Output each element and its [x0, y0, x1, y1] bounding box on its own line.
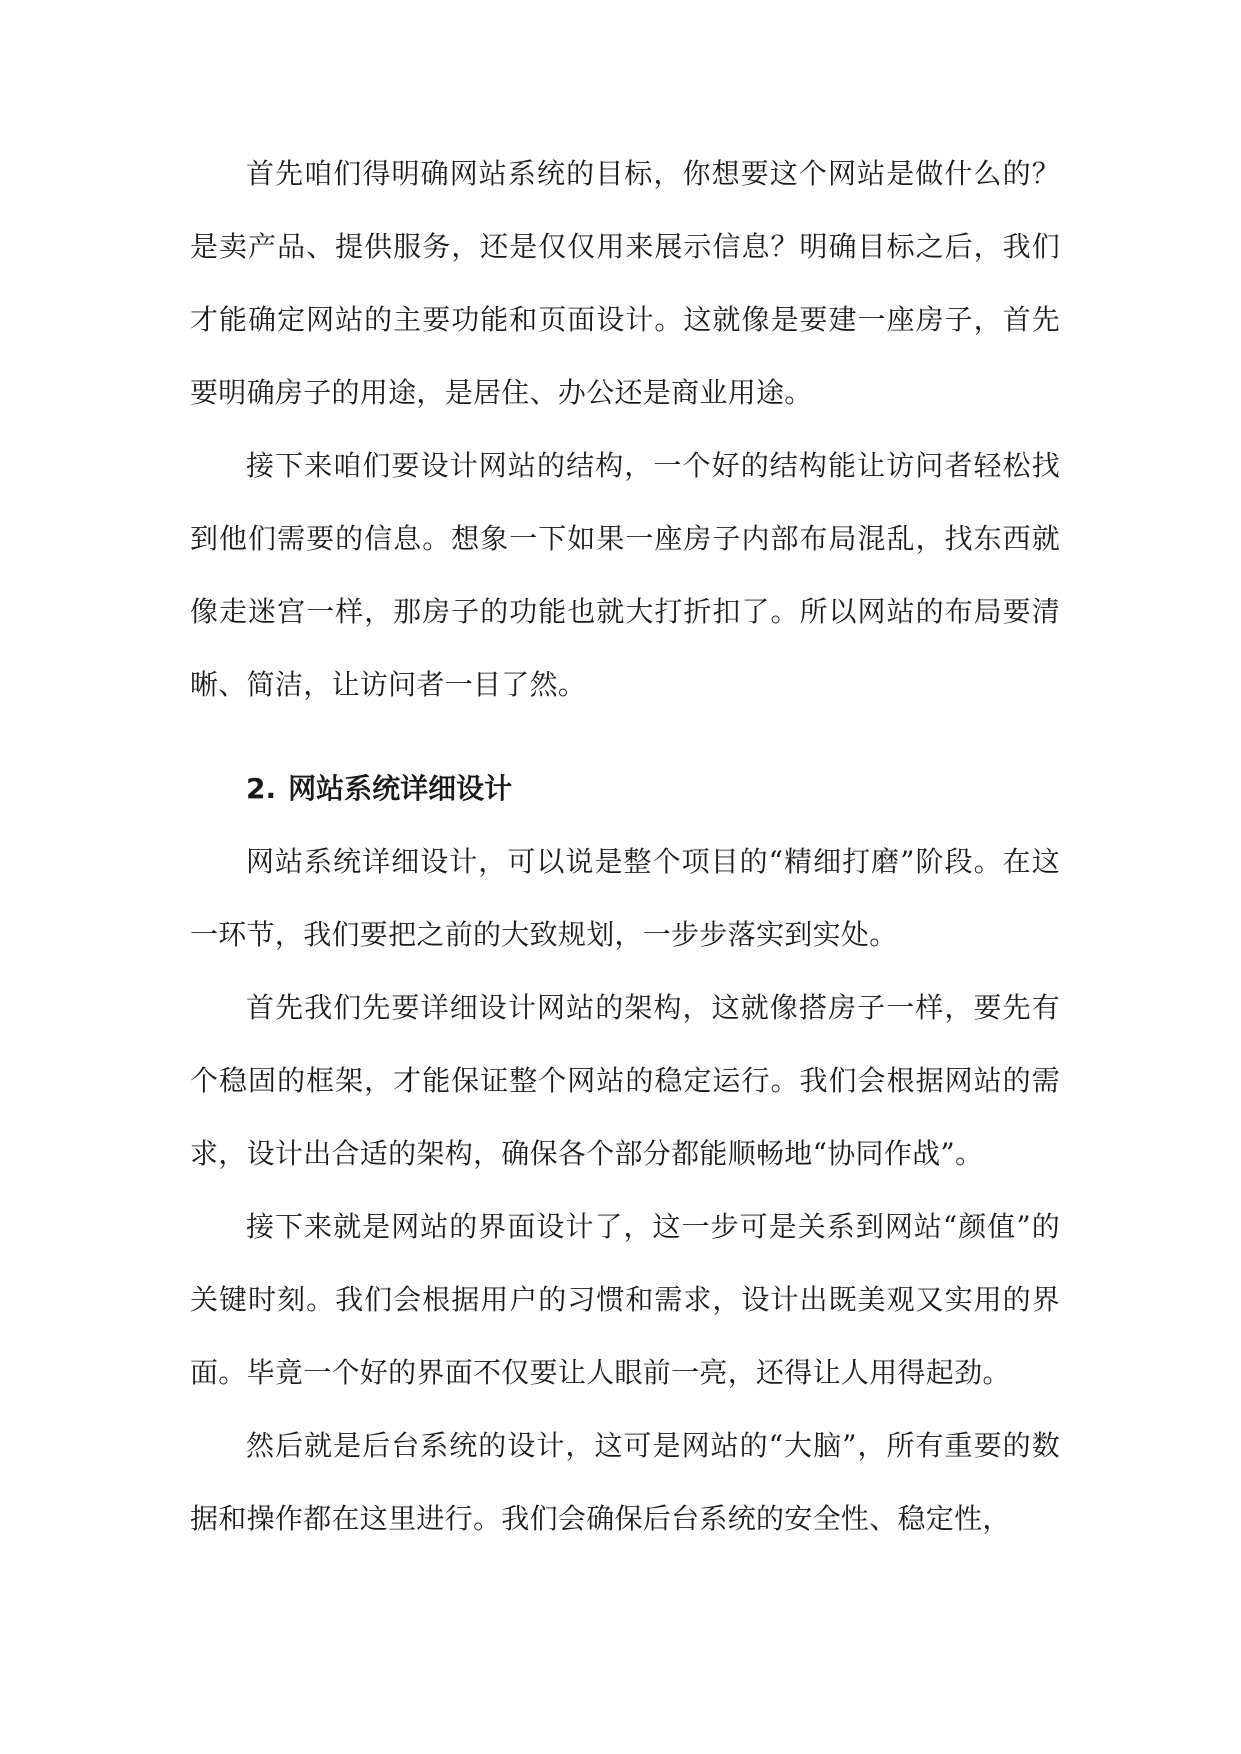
paragraph-detail-intro: 网站系统详细设计，可以说是整个项目的“精细打磨”阶段。在这一环节，我们要把之前的大致规划，一步步落实到实处。 — [190, 845, 1060, 951]
section-number: 2. — [246, 772, 277, 805]
paragraph-backend: 然后就是后台系统的设计，这可是网站的“大脑”，所有重要的数据和操作都在这里进行。我们会确保后台系统的安全性、稳定性， — [190, 1429, 1060, 1535]
paragraph-goals: 首先咱们得明确网站系统的目标，你想要这个网站是做什么的？是卖产品、提供服务，还是仅仅用来展示信息？明确目标之后，我们才能确定网站的主要功能和页面设计。这就像是要建一座房子，首先要明确房子的用途，是居住、办公还是商业用途。 — [190, 157, 1060, 409]
paragraph-structure: 接下来咱们要设计网站的结构，一个好的结构能让访问者轻松找到他们需要的信息。想象一下如果一座房子内部布局混乱，找东西就像走迷宫一样，那房子的功能也就大打折扣了。所以网站的布局要清晰、简洁，让访问者一目了然。 — [190, 449, 1060, 701]
section-title: 网站系统详细设计 — [288, 772, 513, 805]
document-body — [190, 137, 1060, 1555]
section-heading — [190, 721, 1060, 825]
paragraph-interface: 接下来就是网站的界面设计了，这一步可是关系到网站“颜值”的关键时刻。我们会根据用户的习惯和需求，设计出既美观又实用的界面。毕竟一个好的界面不仅要让人眼前一亮，还得让人用得起劲。 — [190, 1210, 1060, 1389]
paragraph-architecture: 首先我们先要详细设计网站的架构，这就像搭房子一样，要先有个稳固的框架，才能保证整个网站的稳定运行。我们会根据网站的需求，设计出合适的架构，确保各个部分都能顺畅地“协同作战”。 — [190, 991, 1060, 1170]
